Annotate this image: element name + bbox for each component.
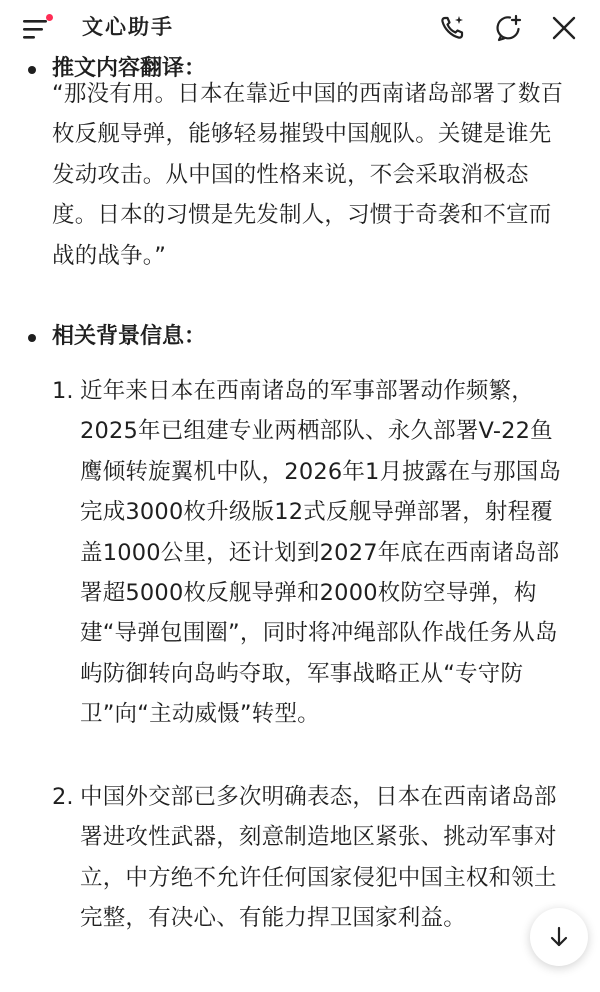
list-item-text: 近年来日本在西南诸岛的军事部署动作频繁，2025年已组建专业两栖部队、永久部署V-22鱼鹰倾转旋翼机中队，2026年1月披露在与那国岛完成3000枚升级版12式反舰导弹部署，射程覆盖1000公里，还计划到2027年底在西南诸岛部署超5000枚反舰导弹和2000枚防空导弹，构建“导弹包围圈”，同时将冲绳部队作战任务从岛屿防御转向岛屿夺取，军事战略正从“专守防卫”向“主动威慑”转型。 <box>80 378 562 728</box>
notification-dot <box>46 14 53 21</box>
arrow-down-icon <box>547 925 571 949</box>
voice-call-button[interactable] <box>438 13 468 43</box>
list-number: 2. <box>52 784 74 810</box>
app-title: 文心助手 <box>82 15 174 39</box>
new-chat-button[interactable] <box>494 13 524 43</box>
phone-sparkle-icon <box>438 13 468 43</box>
close-icon <box>549 13 579 43</box>
list-number: 1. <box>52 378 74 404</box>
list-item-text: 中国外交部已多次明确表态，日本在西南诸岛部署进攻性武器，刻意制造地区紧张、挑动军事对立，中方绝不允许任何国家侵犯中国主权和领土完整，有决心、有能力捍卫国家利益。 <box>80 784 557 932</box>
section-title-translation: 推文内容翻译： <box>52 56 207 81</box>
scroll-to-bottom-button[interactable] <box>530 908 588 966</box>
new-chat-icon <box>494 13 524 43</box>
bullet-point <box>28 334 36 342</box>
close-button[interactable] <box>549 13 579 43</box>
tweet-translation-quote: “那没有用。日本在靠近中国的西南诸岛部署了数百枚反舰导弹，能够轻易摧毁中国舰队。关键是谁先发动攻击。从中国的性格来说，不会采取消极态度。日本的习惯是先发制人，习惯于奇袭和不宣而战的战争。” <box>52 81 564 269</box>
section-title-background: 相关背景信息： <box>52 324 207 349</box>
app-header <box>0 0 600 54</box>
menu-button[interactable] <box>22 14 54 42</box>
bullet-point <box>28 66 36 74</box>
